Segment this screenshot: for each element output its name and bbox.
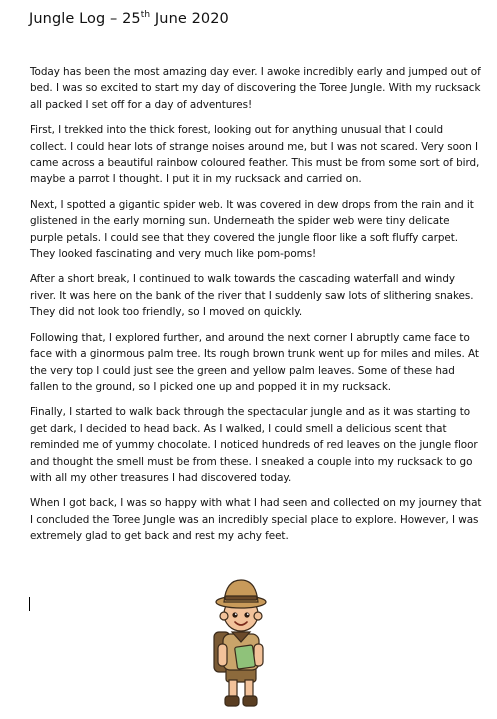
- hat-band-shape: [225, 596, 257, 600]
- right-eye-highlight: [247, 613, 249, 615]
- title-superscript: th: [140, 10, 151, 21]
- left-arm-shape: [218, 644, 227, 666]
- left-eye-shape: [232, 612, 237, 617]
- paragraph-1: Today has been the most amazing day ever. I awoke incredibly early and jumped out of bed. I was so excited to start my day of discovering the Toree Jungle. With my rucksack all packed I set off for a day of adventures!: [30, 66, 481, 111]
- left-boot-shape: [225, 696, 239, 706]
- paragraph-6: Finally, I started to walk back through the spectacular jungle and as it was starting to get dark, I decided to head back. As I walked, I could smell a delicious scent that reminded me of yummy chocolate. I noticed hundreds of red leaves on the jungle floor and thought the smell must be from these. I sneaked a couple into my rucksack to go with all my other treasures I had discovered today.: [30, 406, 478, 484]
- explorer-character-icon: [196, 574, 286, 714]
- paragraph-5: Following that, I explored further, and around the next corner I abruptly came face to face with a ginormous palm tree. Its rough brown trunk went up for miles and miles. At the very top I could just see the green and yellow palm leaves. Some of these had fallen to the ground, so I picked one up and popped it in my rucksack.: [30, 331, 479, 393]
- paragraph-7: When I got back, I was so happy with what I had seen and collected on my journey that I concluded the Toree Jungle was an incredibly special place to explore. However, I was extremely glad to get back and rest my achy feet.: [30, 497, 482, 543]
- page-title: [29, 11, 229, 27]
- paragraph-2: First, I trekked into the thick forest, looking out for anything unusual that I could collect. I could hear lots of strange noises around me, but I was not scared. Very soon I came across a beautiful rainbow coloured feather. This must be from some sort of bird, maybe a parrot I thought. I put it in my rucksack and carried on.: [30, 124, 480, 186]
- right-eye-shape: [244, 612, 249, 617]
- right-ear-shape: [254, 612, 262, 620]
- left-ear-shape: [220, 612, 228, 620]
- right-boot-shape: [243, 696, 257, 706]
- map-shape: [235, 645, 256, 669]
- text-cursor[interactable]: [29, 597, 30, 611]
- title-text: Jungle Log – 25: [29, 11, 141, 27]
- paragraph-4: After a short break, I continued to walk towards the cascading waterfall and windy river. It was here on the bank of the river that I suddenly saw lots of slithering snakes. They did not look too friendly, so I moved on quickly.: [30, 273, 474, 319]
- left-eye-highlight: [235, 613, 237, 615]
- left-leg-shape: [229, 680, 237, 698]
- title-date-rest: June 2020: [150, 11, 229, 27]
- paragraph-3: Next, I spotted a gigantic spider web. It was covered in dew drops from the rain and it glistened in the early morning sun. Underneath the spider web were tiny delicate purple petals. I could see that they covered the jungle floor like a soft fluffy carpet. They looked fascinating and very much like pom-poms!: [30, 198, 474, 261]
- right-leg-shape: [245, 680, 253, 698]
- document-body[interactable]: [30, 64, 482, 554]
